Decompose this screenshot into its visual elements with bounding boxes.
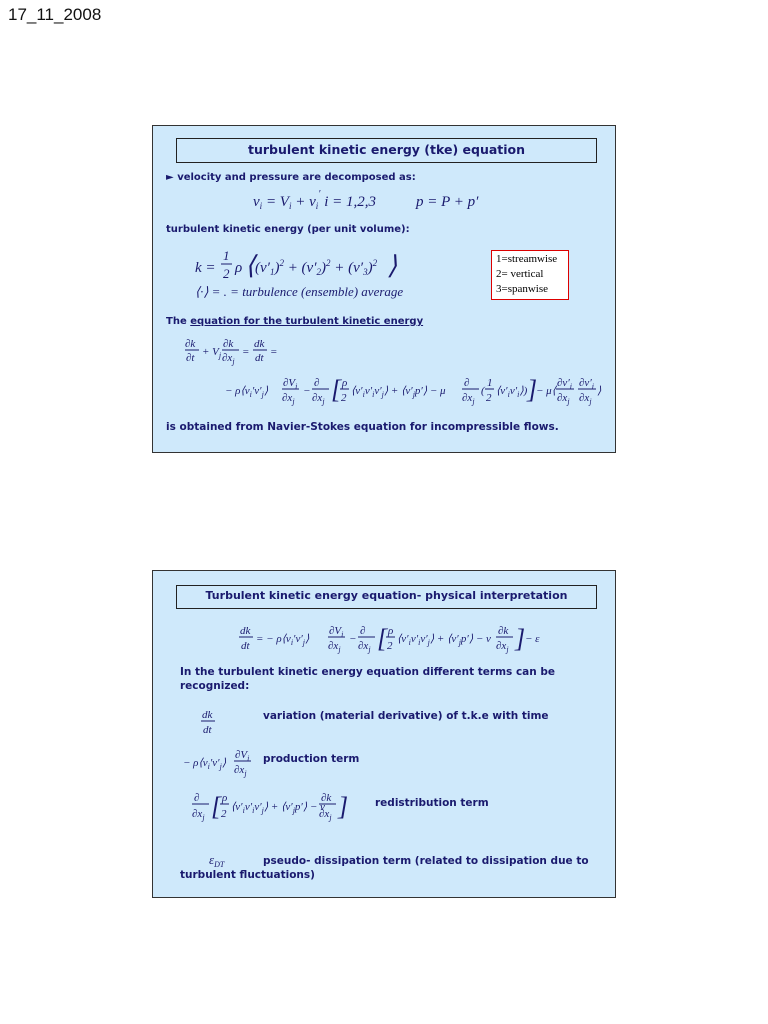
svg-text:dt: dt	[241, 640, 250, 652]
svg-text:∂xj: $\partial x_j$	[579, 392, 592, 406]
svg-text:∂xj: $\partial x_j$	[222, 352, 235, 366]
svg-text:∂: ∂	[194, 792, 200, 804]
svg-text:dk: dk	[202, 709, 213, 721]
svg-text:=: =	[242, 346, 250, 358]
slide-title-box	[176, 585, 597, 609]
svg-text:2: 2	[221, 808, 227, 820]
svg-text:dt: dt	[203, 724, 212, 736]
svg-text:⟨v′iv′iv′j⟩ + ⟨v′jp′⟩ − μ: $⟨v'_iv'_iv'_j⟩$ + $⟨v'_jp'⟩ - \mu$	[351, 385, 446, 399]
legend-item-spanwise: 3=spanwise	[496, 283, 549, 295]
equation-intro-link[interactable]: equation for the turbulent kinetic energy	[190, 316, 424, 327]
svg-text:⟨v′iv′i⟩): $⟨v'_iv'_i⟩$)	[496, 385, 528, 399]
svg-text:= − ρ⟨vi′v′j⟩: = − $\rho⟨v_i'v'_j⟩$	[256, 633, 310, 647]
material-derivative-symbol	[201, 707, 221, 737]
svg-text:∂Vi: $\partial V_i$	[235, 749, 250, 763]
svg-text:vi = Vi + vi′ i = 1,2,3: $v_i = V_i + v_i'$ i = 1,2,3	[253, 189, 377, 211]
svg-text:[: [	[331, 375, 342, 404]
svg-text:⟨: ⟨	[245, 251, 256, 280]
slide-tke-equation	[152, 125, 616, 453]
page-date: 17_11_2008	[8, 5, 102, 24]
axis-legend-box	[491, 250, 569, 300]
svg-text:dk: dk	[254, 338, 265, 350]
svg-text:⟩: ⟩	[387, 251, 398, 280]
term-production: production term	[263, 753, 360, 765]
triangle-bullet-icon: ►	[166, 172, 174, 183]
legend-item-streamwise: 1=streamwise	[496, 253, 558, 265]
svg-text:∂t: ∂t	[186, 352, 195, 364]
svg-text:∂xj: $\partial x_j$	[282, 392, 295, 406]
dissipation-line-2: turbulent fluctuations)	[180, 869, 315, 881]
dissipation-line-1: pseudo- dissipation term (related to dissipation due to	[263, 855, 589, 867]
svg-text:∂xj: $\partial x_j$	[496, 640, 509, 654]
equation-intro	[166, 316, 423, 327]
legend-item-vertical: 2= vertical	[496, 268, 544, 280]
svg-text:∂: ∂	[360, 625, 366, 637]
svg-text:∂: ∂	[464, 377, 470, 389]
tke-transport-equation	[183, 336, 603, 411]
svg-text:ρ: ρ	[342, 377, 348, 389]
svg-text:⟩: ⟩	[597, 385, 602, 397]
svg-text:]: ]	[515, 624, 526, 653]
svg-text:1: 1	[487, 377, 493, 389]
svg-text:]: ]	[527, 375, 538, 404]
svg-text:]: ]	[338, 792, 349, 821]
svg-text:p = P + p′: p = P + p′	[416, 194, 479, 210]
tke-definition-equation	[195, 242, 435, 286]
svg-text:− ε: − ε	[525, 633, 540, 645]
svg-text:∂xj: $\partial x_j$	[319, 808, 332, 822]
svg-text:∂xj: $\partial x_j$	[312, 392, 325, 406]
svg-text:ρ: ρ	[222, 792, 228, 804]
tke-compact-equation	[239, 623, 539, 659]
svg-text:∂k: ∂k	[223, 338, 234, 350]
equation-intro-prefix: The	[166, 316, 187, 327]
svg-text:[: [	[377, 624, 388, 653]
svg-text:dt: dt	[255, 352, 264, 364]
svg-text:∂k: ∂k	[498, 625, 509, 637]
svg-text:ρ: ρ	[388, 625, 394, 637]
svg-text:∂xj: $\partial x_j$	[234, 764, 247, 778]
redistribution-term-symbol	[191, 789, 351, 827]
svg-text:(: (	[481, 385, 485, 397]
closing-statement: is obtained from Navier-Stokes equation for incompressible flows.	[166, 421, 559, 433]
bullet-line	[166, 172, 416, 183]
intro-line-1: In the turbulent kinetic energy equation different terms can be	[180, 666, 556, 678]
svg-text:−: −	[349, 633, 357, 645]
svg-text:[: [	[211, 792, 222, 821]
slide-title: turbulent kinetic energy (tke) equation	[247, 142, 526, 157]
svg-text:− ρ⟨vi′v′j⟩: − $\rho⟨v_i'v'_j⟩$	[225, 385, 269, 399]
svg-text:∂xj: $\partial x_j$	[192, 808, 205, 822]
svg-text:∂Vi: $\partial V_i$	[329, 625, 344, 639]
svg-text:∂xj: $\partial x_j$	[328, 640, 341, 654]
intro-line-2: recognized:	[180, 680, 250, 692]
decomposition-equation	[253, 190, 513, 212]
svg-text:∂xj: $\partial x_j$	[557, 392, 570, 406]
svg-text:∂: ∂	[314, 377, 320, 389]
svg-text:(v′1)2 + (v′2)2 + (v′3)2: $(v'_1)^2 + (v'_2)^2 + (v'_3)^2$	[255, 258, 378, 277]
svg-text:− ρ⟨vi′v′j⟩: − $\rho⟨v_i'v'_j⟩$	[183, 757, 227, 771]
svg-text:∂xj: $\partial x_j$	[358, 640, 371, 654]
slide-title-box	[176, 138, 597, 163]
svg-text:−: −	[303, 385, 311, 397]
svg-text:εDT: $\varepsilon_{DT}$	[209, 852, 225, 869]
term-material-derivative: variation (material derivative) of t.k.e with time	[263, 710, 549, 722]
svg-text:=: =	[270, 346, 278, 358]
tke-label: turbulent kinetic energy (per unit volume):	[166, 224, 410, 235]
pseudo-dissipation-symbol	[209, 851, 239, 871]
term-redistribution: redistribution term	[375, 797, 489, 809]
ensemble-average-definition: ⟨·⟩ = . = turbulence (ensemble) average	[195, 284, 404, 299]
svg-text:1: 1	[223, 248, 230, 263]
svg-text:− μ⟨: − μ⟨	[536, 385, 556, 397]
svg-text:∂Vi: $\partial V_i$	[283, 377, 298, 391]
svg-text:∂v′i: $\partial v'_i$	[557, 377, 572, 391]
svg-text:2: 2	[486, 392, 492, 404]
svg-text:∂k: ∂k	[185, 338, 196, 350]
svg-text:∂v′i: $\partial v'_i$	[579, 377, 594, 391]
slide-physical-interpretation	[152, 570, 616, 898]
svg-text:2: 2	[223, 266, 230, 281]
bullet-text: velocity and pressure are decomposed as:	[177, 172, 416, 183]
svg-text:+ Vj: + $V_j$	[202, 346, 222, 360]
svg-text:2: 2	[341, 392, 347, 404]
svg-text:∂k: ∂k	[321, 792, 332, 804]
svg-text:⟨v′iv′iv′j⟩ + ⟨v′jp′⟩ − ν: $⟨v'_iv'_iv'_j⟩$ + $⟨v'_jp'⟩ - \nu$	[397, 633, 491, 647]
svg-text:k =: k =	[195, 260, 216, 276]
svg-text:⟨v′iv′iv′j⟩ + ⟨v′jp′⟩ − ν: $⟨v'_iv'_iv'_j⟩$ + $⟨v'_jp'⟩ - \nu$	[231, 801, 325, 815]
svg-text:dk: dk	[240, 625, 251, 637]
slide-title: Turbulent kinetic energy equation- physical interpretation	[205, 589, 568, 602]
production-term-symbol	[181, 747, 261, 779]
svg-text:2: 2	[387, 640, 393, 652]
svg-text:∂xj: $\partial x_j$	[462, 392, 475, 406]
svg-text:ρ: ρ	[235, 260, 243, 276]
